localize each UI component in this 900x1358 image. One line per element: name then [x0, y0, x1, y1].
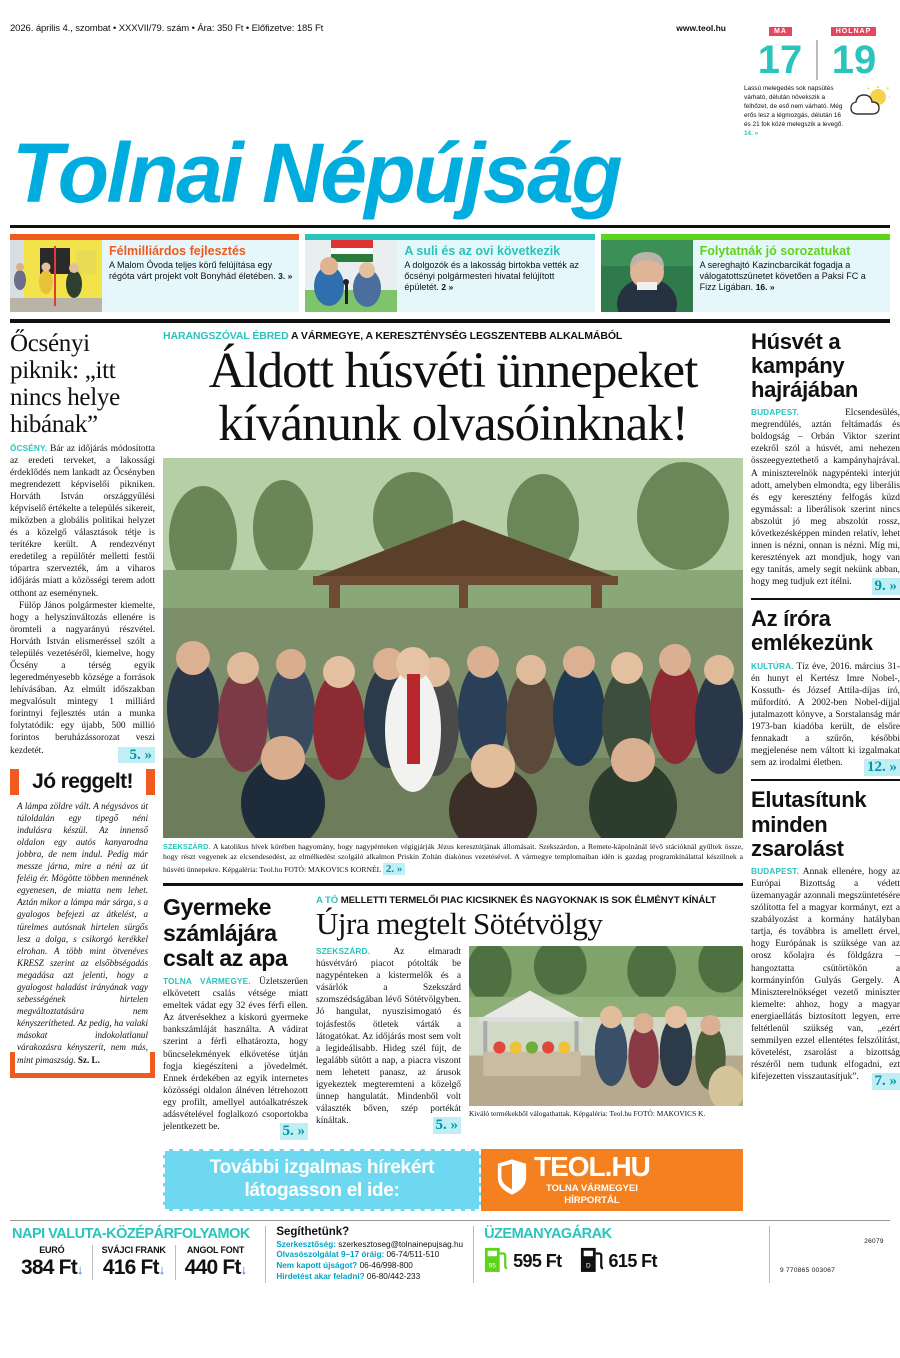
trend-down-icon: ↓	[76, 1261, 83, 1277]
right-rule	[751, 598, 900, 600]
ribbon-cutting-photo	[10, 240, 102, 312]
help-line: Olvasószolgálat 9–17 óráig: 06-74/511-510	[276, 1250, 440, 1260]
left-article-body: ŐCSÉNY. Bár az időjárás módosította az eredeti terveket, a lakossági érdeklődés nem lankadt az Őcsényben megrendezett képviselői pikniken. Horváth István országgyűlési képviselő értékelte a település sikereit, miközben a globális politikai helyzet és a közelgő választások tétje is terítékre került. A rendezvényt eredetileg a repülőtér melletti festői tópartra szervezték, ám a viharos időjárás miatt a közösségi terem adott otthont az eseménynek.	[10, 442, 155, 599]
main-story-caption: SZEKSZÁRD. A katolikus hívek körében hagyomány, hogy nagypénteken végigjárják Jézus keresztútjának állomásait. Szekszárdon, a Remete-kápolnánál lévő stációknál gyűltek össze, hogy részt vegyenek az elcsendesedést, az elmélkedést szolgáló alkalmon Priskin Zoltán diakónus vezetésével. A vármegye templomaiban idén is gazdag programkínálattal készülnek a húsvéti ünnepekre. Képgaléria: Teol.hu FOTÓ: MAKOVICS KORNÉL 2. »	[163, 842, 743, 875]
top-bar	[10, 0, 890, 139]
sun-behind-cloud-icon	[850, 84, 890, 139]
section-rule	[10, 319, 890, 323]
weather-page-link[interactable]: 14. »	[744, 130, 759, 138]
masthead-rule	[10, 225, 890, 228]
right-article-page-link[interactable]: 9. »	[872, 578, 900, 595]
good-morning-body: A lámpa zöldre vált. A négysávos út túloldalán egy tipegő néni indulásra készül. Az innenső oldalon egy autós kanyarodna jobbra, de nem indul. Pedig már messze járna, mire a néni az út feléig ér. Mögötte többen mennének egyenesen, de miatta nem lehet. Aztán mikor a lámpa már sárga, s a gyalogos befejezi az átkelést, a türelmes autósnak hirtelen sürgős lesz a dolga, s csikorgó kerékkel elrohan. A több mint ötvenéves KRESZ szerint az elsőbbségadás megadása azt jelenti, hogy a gyalogost haladást irányának vagy sebességének hirtelen megváltoztatására nem kényszerítheted. Az pedig, ha valaki másokat indokolatlanul várakozásra kényszerít, nem más, mint pimaszság. Sz. L.	[17, 800, 148, 1065]
farmers-market-photo	[469, 946, 743, 1106]
promo-subtitle: TOLNA VÁRMEGYEI HÍRPORTÁL	[546, 1183, 638, 1206]
currency-name: SVÁJCI FRANK	[101, 1244, 166, 1255]
market-story-headline[interactable]: Újra megtelt Sötétvölgy	[316, 906, 603, 942]
dateline: TOLNA VÁRMEGYE.	[163, 976, 251, 987]
promo-line-1: További izgalmas hírekért	[209, 1157, 435, 1179]
page-footer	[10, 1220, 890, 1284]
svg-text:95: 95	[488, 1261, 496, 1269]
teaser-text: A Malom Óvoda teljes körű felújítása egy régóta várt projekt volt Bonyhád életében. 3. »	[109, 259, 293, 281]
fuel-pump-icon	[484, 1245, 508, 1278]
teaser-title: Félmilliárdos fejlesztés	[109, 243, 246, 258]
currency-item	[12, 1245, 92, 1280]
promo-brand-name: TEOL.HU	[534, 1151, 650, 1183]
barcode-main	[780, 1226, 856, 1266]
weather-today-temp: 17	[757, 38, 803, 82]
currency-name: ANGOL FONT	[186, 1244, 245, 1255]
mid-story-headline[interactable]: Gyermeke számlájára csalt az apa	[163, 894, 288, 971]
barcode-addon	[862, 1246, 886, 1274]
teaser-title: A suli és az ovi következik	[404, 243, 561, 258]
currency-value: 440 Ft↓	[184, 1255, 247, 1279]
dateline: KULTÚRA.	[751, 660, 794, 671]
promo-logo-block[interactable]	[481, 1149, 743, 1211]
weather-widget	[744, 20, 890, 139]
right-article-body: BUDAPEST. Elcsendesülés, megrendülés, aztán feltámadás és boldogság – Orbán Viktor szerint ezekről szól a húsvét, ami nehezen összeegyeztethető a kampányhajrával. A miniszterelnök nagypénteki interjút adott, amelyben elmondta, egy liberális és egy keresztény felfogás küzd egymással: a liberálisok szerint nincs abszolút jó meg abszolút rossz, következésképpen minden relatív, lehet innen is nézni, onnan is nézni. Míg mi, keresztények azt mondjuk, hogy van egy tanítás, amely segít nekünk abban, hogy meg tudjuk ezt ítélni. 9. »	[751, 407, 900, 595]
right-article-headline[interactable]: Az íróra emlékezünk	[751, 606, 873, 656]
currency-item	[175, 1245, 256, 1280]
teaser-page-link[interactable]: 16. »	[755, 281, 775, 292]
mid-story-page-link[interactable]: 5. »	[280, 1123, 309, 1140]
teaser-card[interactable]	[10, 234, 299, 312]
caption-dateline: SZEKSZÁRD.	[163, 842, 211, 852]
teaser-strip	[10, 234, 890, 312]
trend-down-icon: ↓	[240, 1261, 247, 1277]
currency-value: 384 Ft↓	[21, 1255, 83, 1279]
right-article-body: BUDAPEST. Annak ellenére, hogy az Európai Bizottság a védett üzemanyagár azonnali megszüntetésére szólította fel a magyar kormányt, ezt a szabályozást a kormány hatályban tartja, és továbbra is amellett érvel, hogy Európának is szüksége van az orosz kőolajra és földgázra – hangoztatta csütörtökön a kormányinfón Gulyás Gergely. A Miniszterelnökséget vezető miniszter kiemelte: ahhoz, hogy a magyar energiaellátás biztosított legyen, erre feltétlenül szükség van, „ezért semmilyen ezzel ellentétes felszólítást, követelést, zsarolást a bizottság részéről nem tudunk elfogadni, ezt kifejezetten visszautasítjuk”. 7. »	[751, 865, 900, 1090]
promo-text	[163, 1149, 481, 1211]
weather-tomorrow-label: HOLNAP	[831, 27, 877, 37]
main-story-headline-line2[interactable]: kívánunk olvasóinknak!	[218, 395, 688, 452]
web-url[interactable]: www.teol.hu	[676, 23, 726, 33]
teaser-title: Folytatnák jó sorozatukat	[699, 243, 851, 258]
dateline: BUDAPEST.	[751, 865, 799, 876]
shield-icon	[497, 1158, 527, 1201]
promo-line-2: látogasson el ide:	[244, 1179, 400, 1201]
market-story-page-link[interactable]: 5. »	[433, 1117, 462, 1134]
fuel-price: 615 Ft	[608, 1250, 657, 1271]
trend-down-icon: ↓	[158, 1261, 165, 1277]
left-article-body-2: Fülöp János polgármester kiemelte, hogy a helyszínváltozás ellenére is öromteli a nagyarányú részvétel. Horváth István elismeréssel szólt a település vezetéséről, kiemelve, hogy Őcsény a térség egyik legeredményesebb községe a források lehívásában. Az elmúlt időszakban megvalósult mintegy 1 milliárd forintnyi fejlesztés után a munka folytatódik: egy újabb, 500 millió forintos beruházássorozat veszi kezdetét. 5. »	[10, 600, 155, 763]
right-article-headline[interactable]: Elutasítunk minden zsarolást	[751, 787, 867, 861]
right-article-body: KULTÚRA. Tíz éve, 2016. március 31-én hunyt el Kertész Imre Nobel-, Kossuth- és József Attila-díjas író, műfordító. A 2002-ben Nobel-díjjal jutalmazott könyve, a Sorstalanság már 1973-ban kiadóba került, de elsőre fennakadt a szűrőn, későbbi megjelenése nem váltott ki izgalmakat sem az irodalmi életben. 12. »	[751, 660, 900, 776]
left-article-page-link[interactable]: 5. »	[118, 747, 156, 764]
fuel-section	[473, 1226, 667, 1284]
main-story-kicker: HARANGSZÓVAL ÉBRED A VÁRMEGYE, A KERESZTÉNYSÉG LEGSZENTEBB ALKALMÁBÓL	[163, 329, 623, 342]
market-story	[316, 895, 743, 1139]
barcode-addon-number: 26079	[864, 1237, 884, 1245]
barcode-number: 9 770865 003067	[780, 1266, 836, 1274]
left-article-headline[interactable]: Őcsényi piknik: „itt nincs helye hibának”	[10, 329, 120, 438]
masthead-title: Tolnai Népújság	[12, 125, 621, 220]
good-morning-title: Jó reggelt!	[32, 769, 133, 793]
promo-banner[interactable]	[163, 1149, 743, 1211]
weather-tomorrow-temp: 19	[831, 38, 877, 82]
currency-item	[92, 1245, 175, 1280]
market-story-kicker: A TÓ MELLETTI TERMELŐI PIAC KICSIKNEK ÉS NAGYOKNAK IS SOK ÉLMÉNYT KÍNÁLT	[316, 895, 717, 907]
issue-line: 2026. április 4., szombat • XXXVII/79. szám • Ára: 350 Ft • Előfizetve: 185 Ft	[10, 23, 324, 34]
teaser-text: A dolgozók és a lakosság birtokba vették az őcsényi polgármesteri hivatal felújított épületét. 2 »	[404, 259, 579, 292]
accent-tick-left	[10, 769, 19, 795]
fuel-item	[484, 1245, 561, 1278]
teaser-page-link[interactable]: 2 »	[441, 281, 454, 292]
fuel-price: 595 Ft	[513, 1250, 562, 1271]
press-conference-photo	[305, 240, 397, 312]
teaser-text: A sereghajtó Kazincbarcikát fogadja a válogatottszünetet követően a Paksi FC a Fizz Ligában. 16. »	[699, 259, 866, 292]
dateline: SZEKSZÁRD.	[316, 946, 371, 957]
teaser-card[interactable]	[601, 234, 890, 312]
weather-description: Lassú melegedés sok napsütés várható, délután növekszik a felhőzet, de eső nem várható. Még erős lesz a légmozgás, délután 16 és 21 fok közé melegszik a levegő. 14. »	[744, 85, 844, 138]
main-content-grid	[10, 328, 900, 1211]
fuel-item	[580, 1245, 657, 1278]
help-section	[265, 1226, 473, 1284]
currency-section	[10, 1226, 265, 1284]
fuel-pump-icon	[580, 1245, 604, 1278]
market-story-body: SZEKSZÁRD. Az elmaradt húsvétváró piacot pótolták be nagypénteken a kistermelők és a vásárlók a Szekszárd szomszédságában lévő Sötétvölgyben. Jó hangulat, nyuszisimogató és tojásfestős ötletek várták a látogatókat. Az időjárás most sem volt a legideálisabb. Hideg szél fújt, de legalább sütött a nap, a piacra viszont nem lehetett panasz, az árusok igyekeztek megteremteni a közelgő ünnep hangulatát. Mindenből volt választék bőven, szép portékát kínáltak. 5. »	[316, 946, 461, 1134]
good-morning-box	[10, 769, 155, 1078]
fuel-title: ÜZEMANYAGÁRAK	[484, 1225, 612, 1242]
right-article-page-link[interactable]: 12. »	[864, 759, 900, 776]
currency-title: NAPI VALUTA-KÖZÉPÁRFOLYAMOK	[12, 1225, 250, 1242]
dateline: BUDAPEST.	[751, 407, 799, 418]
weather-today-label: MA	[769, 27, 792, 37]
good-morning-signature: Sz. L.	[77, 1054, 100, 1065]
help-line: Szerkesztőség: szerkesztoseg@tolnainepujsag.hu	[276, 1239, 464, 1249]
mid-story	[163, 895, 308, 1139]
currency-name: EURÓ	[39, 1244, 65, 1255]
easter-procession-photo	[163, 458, 743, 838]
left-column	[10, 330, 155, 1211]
coach-portrait-photo	[601, 240, 693, 312]
mid-story-body: TOLNA VÁRMEGYE. Üzletszerűen elkövetett csalás vétsége miatt emeltek vádat egy 32 éves férfi ellen. Az átverésekhez a kiskorú gyermeke bankszámláját használta. A vádirat szerint a férfi elhatározta, hogy bűncselekmények elkövetése útján fogja kiegészíteni a jövedelmét. Ennek érdekében az egyik internetes közösségi oldalon álnéven létrehozott egy profilt, amellyel autóalkatrészek adásvételével foglalkozó csoportokba jelentkezett be. 5. »	[163, 976, 308, 1140]
main-story-page-link[interactable]: 2. »	[383, 863, 406, 875]
right-rule	[751, 779, 900, 781]
center-column	[163, 330, 743, 1211]
barcode-section	[769, 1226, 890, 1284]
right-column	[751, 330, 900, 1211]
currency-value: 416 Ft↓	[102, 1255, 165, 1279]
svg-text:D: D	[585, 1261, 591, 1269]
center-rule	[163, 883, 743, 886]
help-line: Hirdetést akar feladni? 06-80/442-233	[276, 1272, 421, 1282]
help-title: Segíthetünk?	[276, 1225, 350, 1238]
right-article-headline[interactable]: Húsvét a kampány hajrájában	[751, 328, 859, 402]
accent-tick-right	[146, 769, 155, 795]
help-line: Nem kapott újságot? 06-46/998-800	[276, 1261, 413, 1271]
second-deck	[163, 895, 743, 1139]
teaser-card[interactable]	[305, 234, 594, 312]
main-story-headline-line1[interactable]: Áldott húsvéti ünnepeket	[208, 343, 698, 400]
dateline: ŐCSÉNY.	[10, 442, 48, 453]
market-photo-caption: Kiváló termékekből válogathattak. Képgaléria: Teol.hu FOTÓ: MAKOVICS K.	[469, 1109, 706, 1119]
teaser-page-link[interactable]: 3. »	[278, 270, 293, 281]
right-article-page-link[interactable]: 7. »	[872, 1073, 900, 1090]
